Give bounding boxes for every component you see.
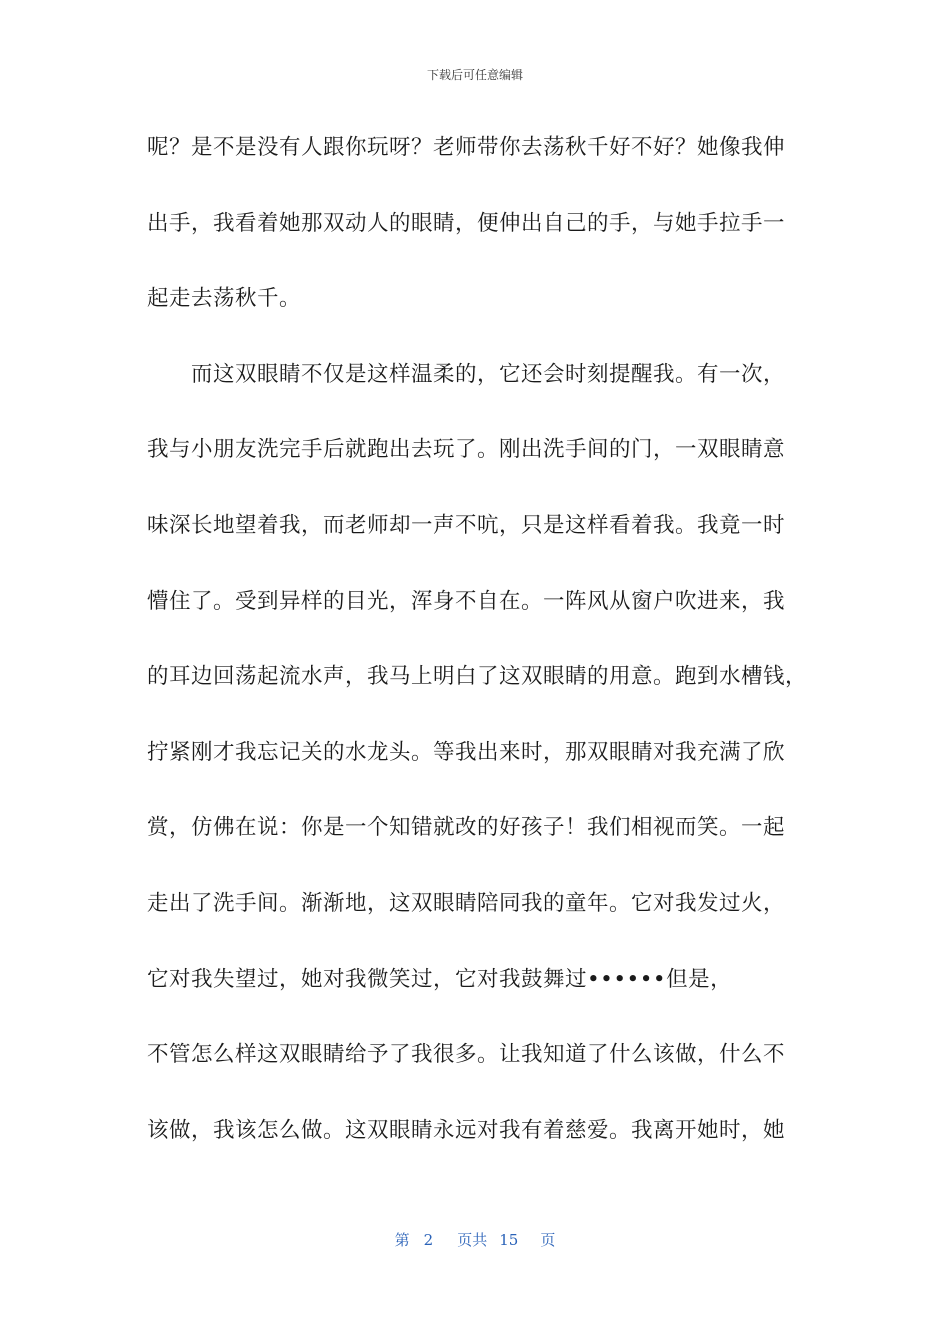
text-line: 拧紧刚才我忘记关的水龙头。等我出来时，那双眼睛对我充满了欣 <box>147 739 786 765</box>
footer-suffix: 页 <box>540 1231 556 1249</box>
text-line: 不管怎么样这双眼睛给予了我很多。让我知道了什么该做，什么不 <box>147 1042 786 1068</box>
footer-total-pages: 15 <box>499 1231 519 1249</box>
page-footer <box>0 1229 950 1250</box>
text-line: 起走去荡秋千。 <box>147 286 302 312</box>
text-line: 的耳边回荡起流水声，我马上明白了这双眼睛的用意。跑到水槽钱， <box>147 664 808 690</box>
footer-middle: 页共 <box>457 1231 488 1249</box>
document-body <box>147 128 807 1186</box>
page-header: 下载后可任意编辑 <box>426 68 523 82</box>
text-line: 它对我失望过，她对我微笑过，它对我鼓舞过••••••但是， <box>147 966 733 992</box>
text-line: 赏，仿佛在说：你是一个知错就改的好孩子！我们相视而笑。一起 <box>147 815 786 841</box>
text-line: 懵住了。受到异样的目光，浑身不自在。一阵风从窗户吹进来，我 <box>147 588 786 614</box>
footer-page-number: 2 <box>423 1231 434 1249</box>
text-line: 该做，我该怎么做。这双眼睛永远对我有着慈爱。我离开她时，她 <box>147 1117 786 1143</box>
text-line: 味深长地望着我，而老师却一声不吭，只是这样看着我。我竟一时 <box>147 512 786 538</box>
text-line: 我与小朋友洗完手后就跑出去玩了。刚出洗手间的门，一双眼睛意 <box>147 437 786 463</box>
text-line: 呢？是不是没有人跟你玩呀？老师带你去荡秋千好不好？她像我伸 <box>147 135 786 160</box>
text-line: 而这双眼睛不仅是这样温柔的，它还会时刻提醒我。有一次， <box>147 361 786 387</box>
text-line: 走出了洗手间。渐渐地，这双眼睛陪同我的童年。它对我发过火， <box>147 890 786 916</box>
text-line: 出手，我看着她那双动人的眼睛，便伸出自己的手，与她手拉手一 <box>147 210 786 236</box>
footer-prefix: 第 <box>394 1231 410 1249</box>
